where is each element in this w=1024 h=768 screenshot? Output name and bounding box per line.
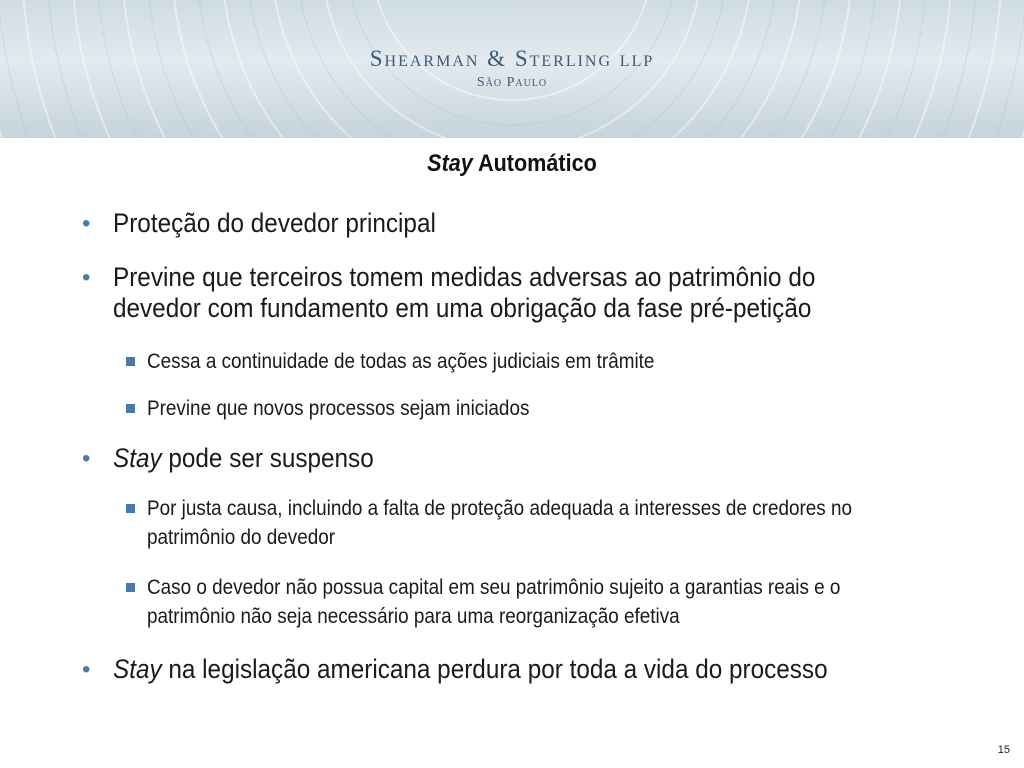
square-bullet-icon [126,583,135,592]
bullet-emphasis: Stay [113,654,162,684]
firm-name: Shearman & Sterling llp [369,46,655,71]
bullet-text-rest: na legislação americana perdura por toda a vida do processo [161,654,828,684]
slide-title-rest: Automático [472,150,597,177]
bullet-dot-icon: • [82,656,91,683]
bullet-text: Previne que terceiros tomem medidas adversas ao patrimônio do devedor com fundamento em uma obrigação da fase pré-petição [113,262,816,323]
bullet-text-rest: pode ser suspenso [161,443,374,473]
bullet-dot-icon: • [82,210,91,237]
bullet-text [113,654,878,685]
bullet-dot-icon: • [82,264,91,291]
page-number: 15 [997,744,1010,756]
bullet-text: Proteção do devedor principal [113,208,436,238]
slide-title-emphasis: Stay [427,150,473,177]
bullet-dot-icon: • [82,445,91,472]
bullet-text [113,443,878,474]
firm-city: São Paulo [476,75,548,90]
sub-bullet-text: Previne que novos processos sejam iniciados [147,397,530,420]
sub-bullet-text: Por justa causa, incluindo a falta de proteção adequada a interesses de credores no patrimônio do devedor [147,497,853,549]
square-bullet-icon [126,404,135,413]
bullet-emphasis: Stay [113,443,162,473]
square-bullet-icon [126,504,135,513]
square-bullet-icon [126,357,135,366]
sub-bullet-text: Caso o devedor não possua capital em seu patrimônio sujeito a garantias reais e o patrimônio não seja necessário para uma reorganização efetiva [147,576,841,628]
sub-bullet-text: Cessa a continuidade de todas as ações judiciais em trâmite [147,350,655,373]
